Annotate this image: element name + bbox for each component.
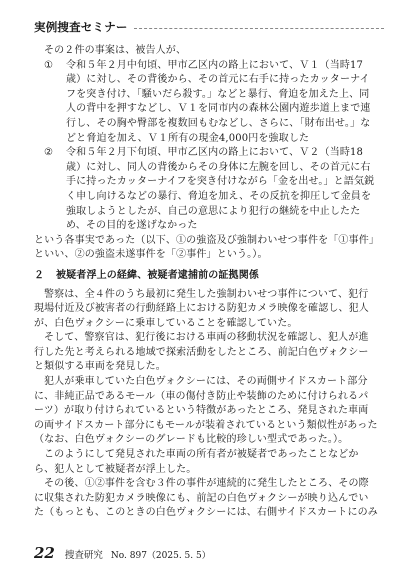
- running-header: [34, 16, 384, 38]
- journal-name: 捜査研究: [64, 550, 103, 561]
- page-number: 22: [34, 544, 55, 562]
- page-footer: [34, 544, 211, 562]
- list-item: [34, 59, 378, 147]
- header-dashed-rule: [134, 28, 384, 29]
- body-paragraph: 警察は、全４件のうち最初に発生した強制わいせつ事件について、犯行現場付近及び被害者の行動経路上における防犯カメラ映像を確認し、犯人が、白色ヴォクシーに乗車していることを確認していた。: [34, 288, 369, 329]
- section-title: 被疑者浮上の経緯、被疑者逮捕前の証拠関係: [56, 269, 259, 281]
- body-paragraph: そして、警察官は、犯行後における車両の移動状況を確認し、犯人が進行した先と考えられる地域で探索活動をしたところ、前記白色ヴォクシーと類似する車両を発見した。: [34, 332, 369, 373]
- item-text: 令和５年２月下旬頃、甲市乙区内の路上において、Ｖ２（当時18歳）に対し、同人の背後からその身体に左腕を回し、その首元に右手に持ったカッターナイフを突き付けながら「金を出せ。」と語気鋭く申し向けるなどの暴行、脅迫を加え、その反抗を抑圧して金員を強取しようとしたが、自己の意思により犯行の継続を中止したため、その目的を遂げなかった: [66, 147, 375, 232]
- body-paragraph: その後、①②事件を含む３件の事件が連続的に発生したところ、その際に収集された防犯カメラ映像にも、前記の白色ヴォクシーが映り込んでいた（もっとも、このときの白色ヴォクシーには、右側サイドスカートにのみ: [34, 478, 378, 519]
- section-heading: [34, 269, 378, 284]
- list-item: [34, 146, 378, 234]
- issue-info: No. 897（2025. 5. 5）: [110, 551, 211, 561]
- item-number: ①: [44, 59, 54, 71]
- item-text: 令和５年２月中旬頃、甲市乙区内の路上において、Ｖ１（当時17歳）に対し、その背後から、その首元に右手に持ったカッターナイフを突き付け、「騒いだら殺す。」などと暴行、脅迫を加えた上、同人の背中を押すなどし、Ｖ１を同市内の森林公園内遊歩道上まで連行し、その胸や臀部を複数回もむなどし、さらに、「財布出せ。」などと脅迫を加え、Ｖ１所有の現金4,000円を強取した: [66, 59, 371, 144]
- body-paragraph: 犯人が乗車していた白色ヴォクシーには、その両側サイドスカート部分に、非純正品であるモール（車の傷付き防止や装飾のために付けられるパーツ）が取り付けられているという特徴があったところ、発見された車両の両サイドスカート部分にもモールが装着されているという類似性があった（なお、白色ヴォクシーのグレードも比較的珍しい型式であった。）。: [34, 376, 378, 446]
- series-title: 実例捜査セミナー: [34, 20, 128, 34]
- body-paragraph: このようにして発見された車両の所有者が被疑者であったことなどから、犯人として被疑者が浮上した。: [34, 449, 359, 475]
- intro-paragraph: その２件の事案は、被告人が、: [44, 45, 187, 56]
- body-text: [34, 44, 378, 521]
- section-number: ２: [34, 269, 45, 281]
- item-number: ②: [44, 147, 54, 159]
- summary-paragraph: という各事実であった（以下、①の強盗及び強制わいせつ事件を「①事件」といい、②の強盗未遂事件を「②事件」という。）。: [34, 234, 374, 261]
